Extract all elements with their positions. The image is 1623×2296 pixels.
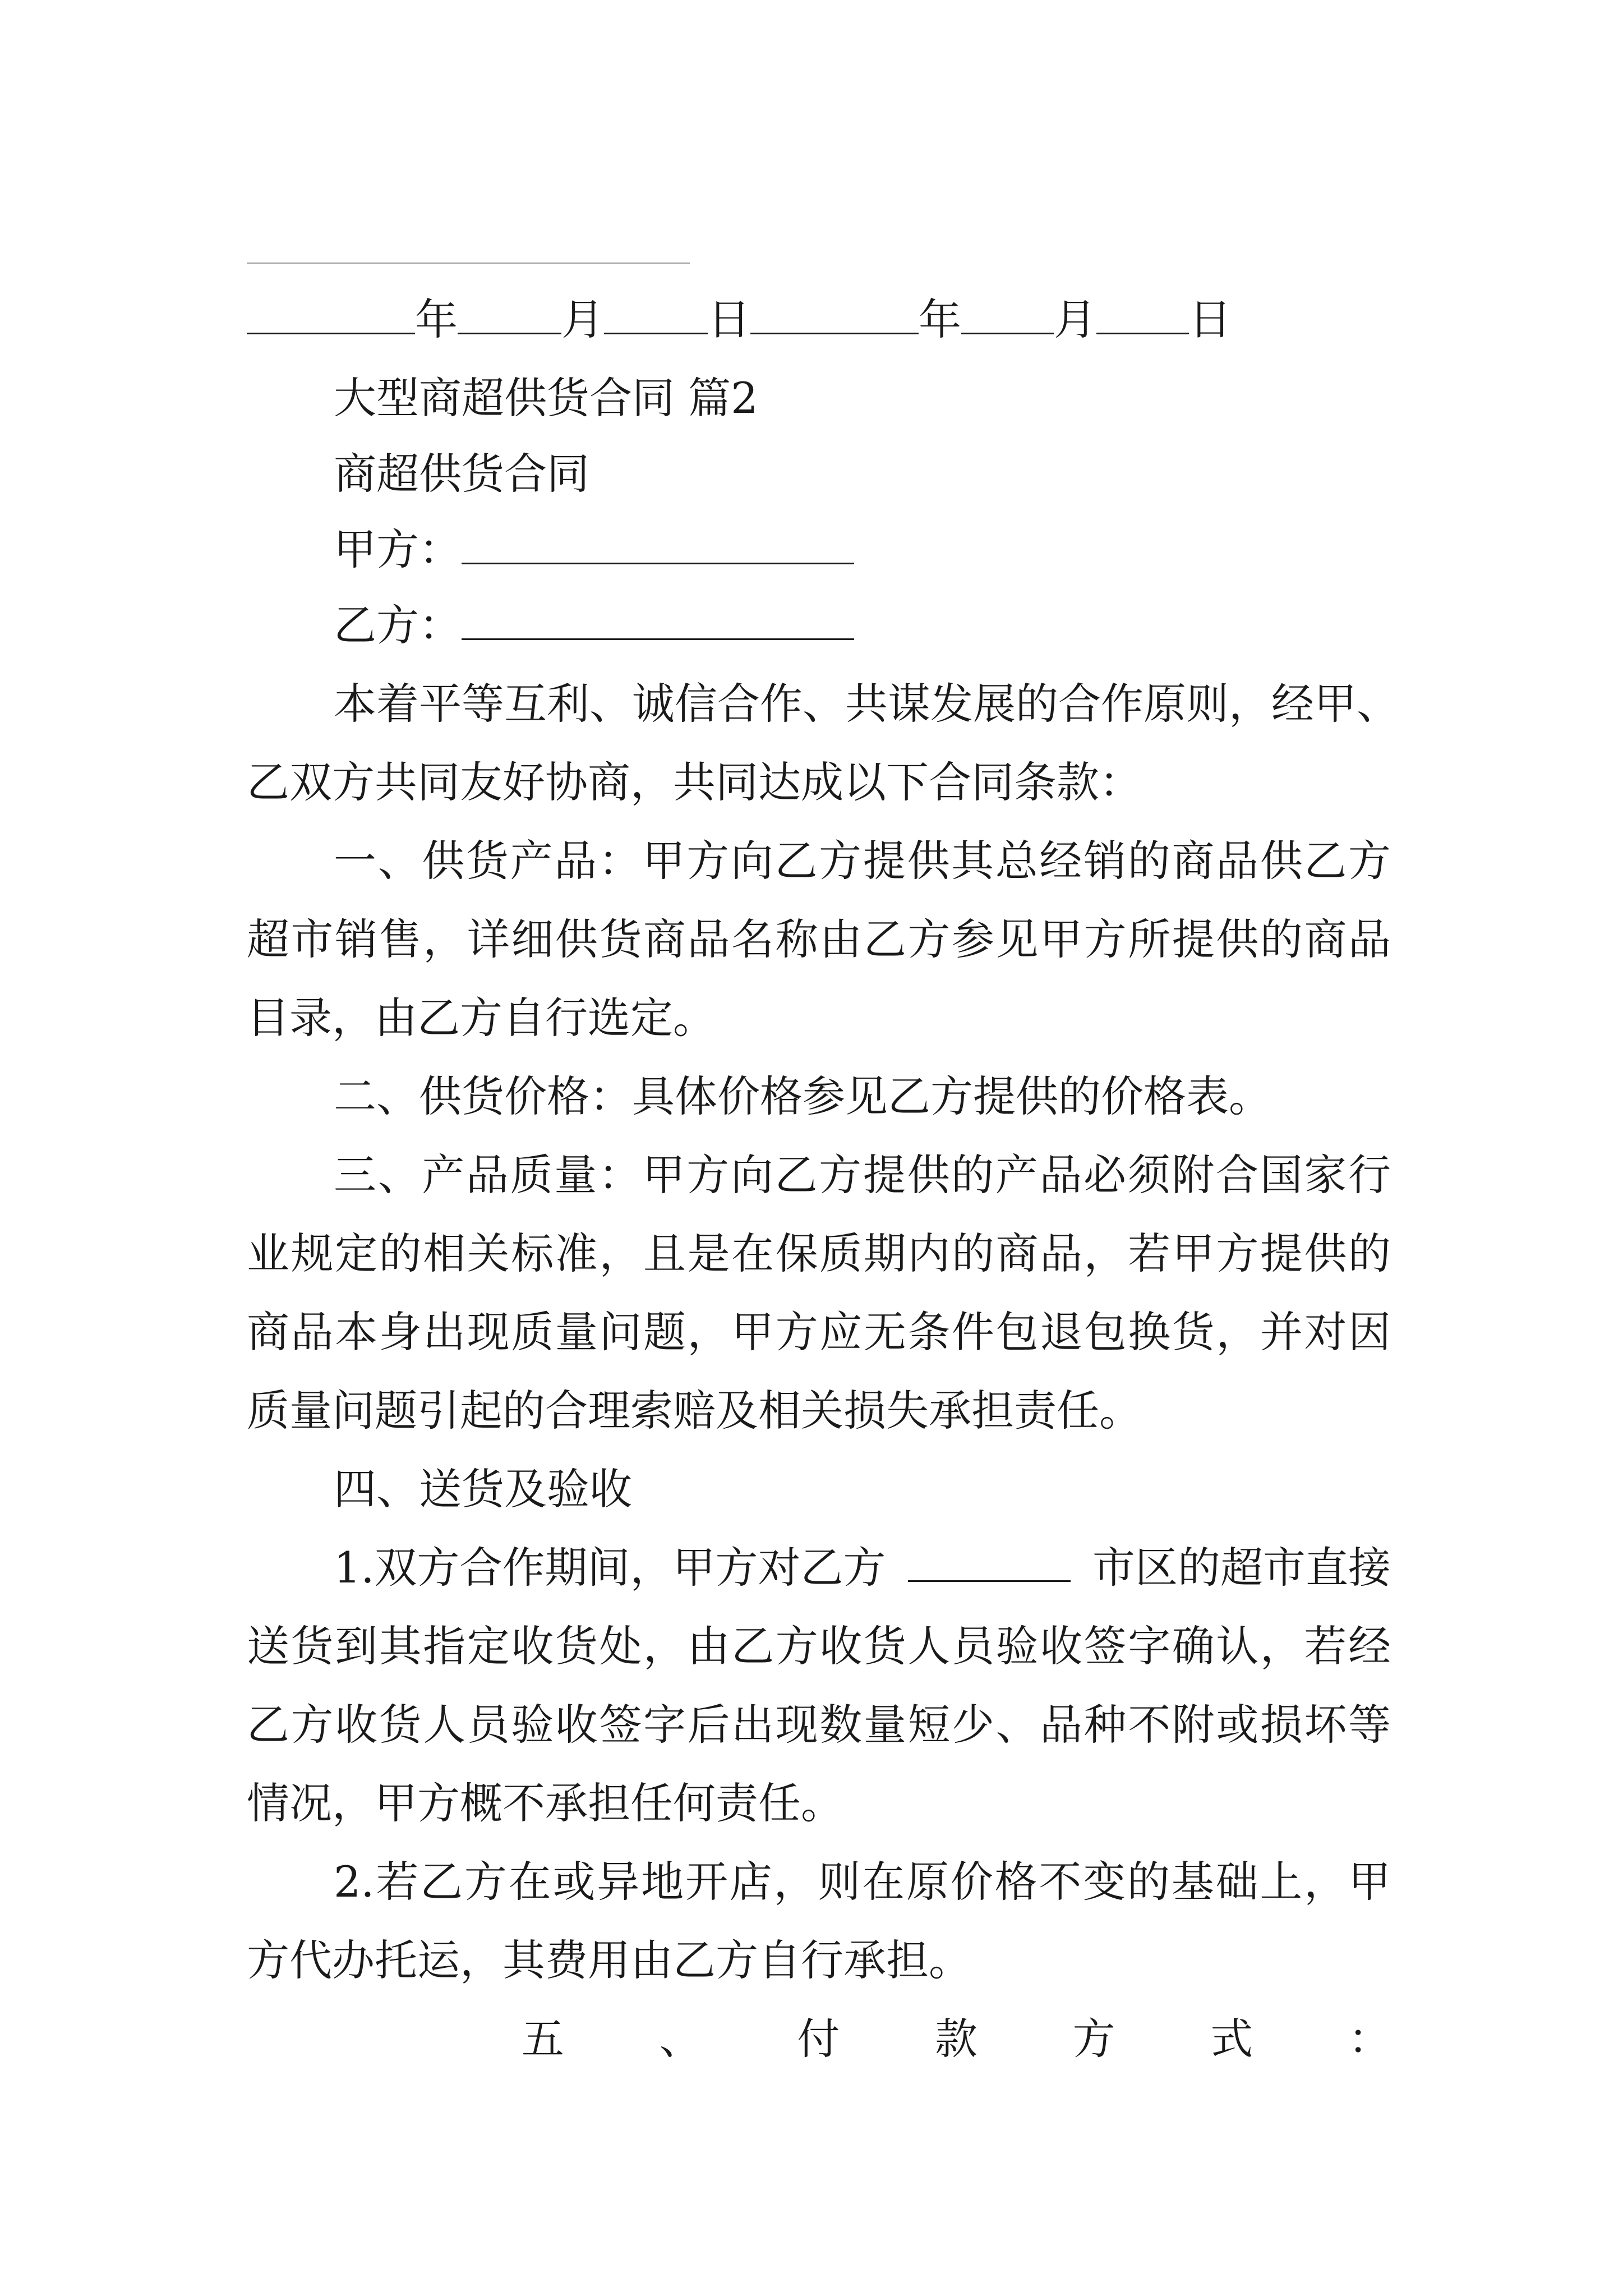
- year-blank-1: [247, 293, 415, 334]
- party-b-label: 乙方：: [334, 600, 462, 650]
- party-a-label: 甲方：: [334, 524, 462, 574]
- clause-4-2-line-2: 方代办托运，其费用由乙方自行承担。: [247, 1935, 971, 1985]
- clause-5-char-1: 五: [522, 2014, 564, 2064]
- party-a-line: [334, 522, 1391, 578]
- clause-5-char-7: ：: [1348, 2014, 1391, 2064]
- year-label-1: 年: [415, 295, 458, 344]
- clause-4-1-text-a: 1.双方合作期间，甲方对乙方: [334, 1543, 886, 1593]
- intro-line-2: 乙双方共同友好协商，共同达成以下合同条款：: [247, 757, 1142, 807]
- month-label-2: 月: [1054, 295, 1096, 344]
- clause-3-line-3: 商品本身出现质量问题，甲方应无条件包退包换货，并对因: [247, 1307, 1391, 1357]
- clause-4-title: 四、送货及验收: [334, 1464, 632, 1514]
- day-label-2: 日: [1189, 295, 1232, 344]
- clause-4-1-text-b: 市区的超市直接: [1092, 1543, 1391, 1593]
- intro-line-1: 本着平等互利、诚信合作、共谋发展的合作原则，经甲、: [334, 679, 1399, 729]
- month-blank-1: [458, 293, 561, 334]
- clause-5-char-3: 付: [797, 2014, 840, 2064]
- section-heading: 大型商超供货合同 篇2: [334, 373, 758, 423]
- clause-1-line-3: 目录，由乙方自行选定。: [247, 993, 716, 1043]
- day-label-1: 日: [708, 295, 750, 344]
- clause-1-line-1: 一、供货产品：甲方向乙方提供其总经销的商品供乙方: [334, 836, 1391, 886]
- clause-4-2-line-1: 2.若乙方在或异地开店，则在原价格不变的基础上，甲: [334, 1857, 1391, 1907]
- month-blank-2: [961, 293, 1054, 334]
- date-line: [247, 292, 1391, 348]
- party-b-blank: [462, 599, 854, 640]
- day-blank-2: [1096, 293, 1189, 334]
- month-label-1: 月: [561, 295, 604, 344]
- clause-4-1-line-2: 送货到其指定收货处，由乙方收货人员验收签字确认，若经: [247, 1621, 1391, 1671]
- clause-5-char-2: 、: [659, 2014, 702, 2064]
- clause-4-1-line-3: 乙方收货人员验收签字后出现数量短少、品种不附或损坏等: [247, 1700, 1391, 1750]
- contract-title: 商超供货合同: [334, 449, 589, 499]
- clause-1-line-2: 超市销售，详细供货商品名称由乙方参见甲方所提供的商品: [247, 914, 1391, 964]
- clause-3-line-4: 质量问题引起的合理索赔及相关损失承担责任。: [247, 1386, 1142, 1435]
- clause-4-1-line-4: 情况，甲方概不承担任何责任。: [247, 1778, 843, 1828]
- year-blank-2: [750, 293, 919, 334]
- clause-4-1-line-1: [334, 1540, 1391, 1596]
- top-rule: [247, 263, 690, 264]
- day-blank-1: [604, 293, 708, 334]
- year-label-2: 年: [919, 295, 961, 344]
- party-a-blank: [462, 523, 854, 564]
- clause-5-title: [522, 2011, 1391, 2067]
- clause-5-char-4: 款: [934, 2014, 978, 2064]
- clause-3-line-2: 业规定的相关标准，且是在保质期内的商品，若甲方提供的: [247, 1228, 1391, 1278]
- party-b-line: [334, 597, 1391, 654]
- city-blank: [908, 1540, 1071, 1582]
- clause-5-char-5: 方: [1072, 2014, 1115, 2064]
- clause-5-char-6: 式: [1210, 2014, 1253, 2064]
- clause-2-line: 二、供货价格：具体价格参见乙方提供的价格表。: [334, 1071, 1271, 1121]
- clause-3-line-1: 三、产品质量：甲方向乙方提供的产品必须附合国家行: [334, 1150, 1391, 1200]
